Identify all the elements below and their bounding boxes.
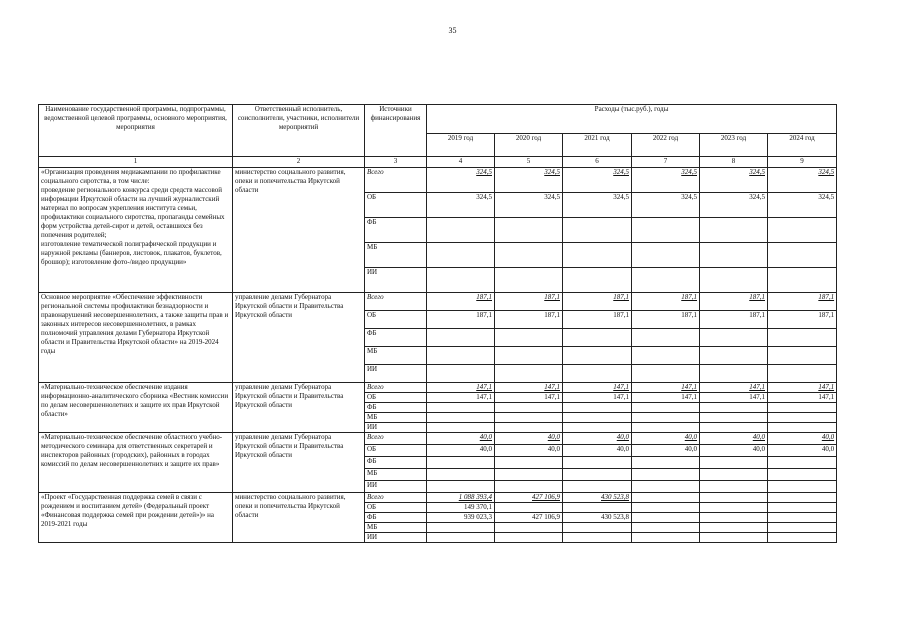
expense-value [632, 268, 700, 293]
expense-value [700, 423, 768, 433]
expense-value: 187,1 [563, 311, 632, 329]
expense-value [768, 503, 837, 513]
expense-value [700, 243, 768, 268]
year-header: 2023 год [700, 134, 768, 157]
funding-source: ИИ [365, 365, 427, 383]
funding-source: ФБ [365, 457, 427, 469]
column-number: 2 [233, 157, 365, 168]
expense-value [427, 268, 495, 293]
expense-value [768, 347, 837, 365]
expense-value [632, 493, 700, 503]
expense-value [495, 403, 563, 413]
table-row [39, 293, 837, 311]
expense-value: 324,5 [632, 193, 700, 218]
expense-value: 324,5 [768, 193, 837, 218]
expense-value [427, 523, 495, 533]
expense-value: 147,1 [427, 393, 495, 403]
expense-value [632, 481, 700, 493]
expense-value [495, 243, 563, 268]
expense-value [563, 523, 632, 533]
table-row [39, 433, 837, 445]
funding-source: ОБ [365, 393, 427, 403]
expense-value: 147,1 [768, 393, 837, 403]
expense-value [700, 481, 768, 493]
expense-value [427, 469, 495, 481]
expense-value [495, 268, 563, 293]
expense-value [768, 469, 837, 481]
expense-value: 147,1 [427, 383, 495, 393]
expense-value: 149 370,1 [427, 503, 495, 513]
expense-value: 40,0 [495, 445, 563, 457]
year-header: 2024 год [768, 134, 837, 157]
expense-value: 147,1 [495, 383, 563, 393]
expense-value [700, 533, 768, 543]
expense-value: 187,1 [495, 311, 563, 329]
expense-value [427, 403, 495, 413]
expense-value: 40,0 [563, 445, 632, 457]
expense-value [700, 513, 768, 523]
expense-value [427, 329, 495, 347]
expense-value: 187,1 [700, 311, 768, 329]
expense-value: 427 106,9 [495, 493, 563, 503]
expense-value: 147,1 [563, 383, 632, 393]
expense-value [632, 403, 700, 413]
expense-value: 147,1 [700, 383, 768, 393]
expense-value [632, 503, 700, 513]
page-number: 35 [448, 26, 457, 35]
expense-value: 147,1 [563, 393, 632, 403]
expense-value [563, 329, 632, 347]
funding-source: Всего [365, 168, 427, 193]
column-number: 5 [495, 157, 563, 168]
funding-source: ИИ [365, 268, 427, 293]
expense-value: 324,5 [632, 168, 700, 193]
funding-source: МБ [365, 523, 427, 533]
expense-value [700, 403, 768, 413]
expense-value: 187,1 [700, 293, 768, 311]
expense-value [563, 365, 632, 383]
funding-source: Всего [365, 383, 427, 393]
funding-source: Всего [365, 493, 427, 503]
expense-value: 324,5 [495, 193, 563, 218]
expense-value [632, 469, 700, 481]
expense-value [632, 523, 700, 533]
expense-value [427, 347, 495, 365]
expense-value [700, 523, 768, 533]
responsible-executor: управление делами Губернатора Иркутской области и Правительства Иркутской области [233, 383, 365, 433]
header-sources: Источники финансирования [365, 105, 427, 157]
expense-value [563, 218, 632, 243]
expense-value [632, 513, 700, 523]
funding-source: ОБ [365, 193, 427, 218]
expense-value [427, 413, 495, 423]
expense-value: 187,1 [768, 293, 837, 311]
header-name: Наименование государственной программы, подпрограммы, ведомственной целевой программы, основного мероприятия, мероприятия [39, 105, 233, 157]
expense-value [700, 329, 768, 347]
expense-value [427, 243, 495, 268]
responsible-executor: министерство социального развития, опеки и попечительства Иркутской области [233, 493, 365, 543]
funding-source: ОБ [365, 503, 427, 513]
column-number: 1 [39, 157, 233, 168]
expense-value [427, 481, 495, 493]
expense-value: 147,1 [700, 393, 768, 403]
expense-value: 187,1 [632, 311, 700, 329]
expense-value [768, 243, 837, 268]
expense-value: 187,1 [632, 293, 700, 311]
expense-value [632, 413, 700, 423]
budget-table [38, 104, 837, 543]
expense-value: 324,5 [427, 193, 495, 218]
expense-value [768, 493, 837, 503]
expense-value [427, 533, 495, 543]
expense-value: 40,0 [563, 433, 632, 445]
expense-value [700, 413, 768, 423]
expense-value [427, 218, 495, 243]
expense-value [632, 218, 700, 243]
funding-source: ФБ [365, 403, 427, 413]
expense-value [700, 268, 768, 293]
expense-value [632, 457, 700, 469]
expense-value: 187,1 [427, 311, 495, 329]
expense-value: 187,1 [495, 293, 563, 311]
expense-value [563, 457, 632, 469]
expense-value [632, 347, 700, 365]
expense-value [768, 423, 837, 433]
expense-value [700, 493, 768, 503]
expense-value: 324,5 [495, 168, 563, 193]
column-number: 9 [768, 157, 837, 168]
expense-value: 1 088 393,4 [427, 493, 495, 503]
responsible-executor: министерство социального развития, опеки и попечительства Иркутской области [233, 168, 365, 293]
expense-value [563, 533, 632, 543]
funding-source: МБ [365, 469, 427, 481]
expense-value [768, 218, 837, 243]
expense-value: 187,1 [427, 293, 495, 311]
expense-value: 324,5 [700, 193, 768, 218]
expense-value: 324,5 [427, 168, 495, 193]
measure-name: «Проект «Государственная поддержка семей в связи с рождением и воспитанием детей» (Федеральный проект «Финансовая поддержка семей при рождении детей»)» на 2019-2021 годы [39, 493, 233, 543]
expense-value [563, 347, 632, 365]
year-header: 2019 год [427, 134, 495, 157]
funding-source: ИИ [365, 481, 427, 493]
column-number: 7 [632, 157, 700, 168]
table-row [39, 168, 837, 193]
expense-value: 430 523,8 [563, 493, 632, 503]
funding-source: МБ [365, 347, 427, 365]
expense-value [700, 365, 768, 383]
expense-value [768, 413, 837, 423]
expense-value [563, 403, 632, 413]
expense-value: 147,1 [632, 393, 700, 403]
expense-value [427, 457, 495, 469]
expense-value: 40,0 [768, 445, 837, 457]
expense-value [495, 423, 563, 433]
expense-value [563, 413, 632, 423]
measure-name: «Организация проведения медиакампании по профилактике социального сиротства, в том числе: проведение регионального конкурса среди средств массовой информации Иркутской области на лучший журналистский материал по вопросам укрепления института семьи, профилактики социального сиротства, пропаганды семейных форм устройства детей-сирот и детей, оставшихся без попечения родителей; изготовление тематической полиграфической продукции и наружной рекламы (баннеров, листовок, плакатов, буклетов, брошюр); изготовление фото-/видео продукции» [39, 168, 233, 293]
expense-value [495, 329, 563, 347]
expense-value [495, 413, 563, 423]
expense-value: 147,1 [768, 383, 837, 393]
expense-value: 40,0 [632, 433, 700, 445]
funding-source: МБ [365, 413, 427, 423]
year-header: 2021 год [563, 134, 632, 157]
expense-value [563, 503, 632, 513]
expense-value: 430 523,8 [563, 513, 632, 523]
expense-value [632, 533, 700, 543]
responsible-executor: управление делами Губернатора Иркутской области и Правительства Иркутской области [233, 433, 365, 493]
year-header: 2022 год [632, 134, 700, 157]
expense-value [768, 533, 837, 543]
expense-value: 147,1 [495, 393, 563, 403]
table-row [39, 383, 837, 393]
column-number: 4 [427, 157, 495, 168]
expense-value [563, 481, 632, 493]
responsible-executor: управление делами Губернатора Иркутской области и Правительства Иркутской области [233, 293, 365, 383]
column-number: 3 [365, 157, 427, 168]
expense-value: 40,0 [427, 445, 495, 457]
expense-value [563, 243, 632, 268]
funding-source: ФБ [365, 218, 427, 243]
expense-value [700, 503, 768, 513]
funding-source: ИИ [365, 533, 427, 543]
measure-name: «Материально-техническое обеспечение областного учебно-методического семинара для ответственных секретарей и инспекторов районных (городских), районных в городах комиссий по делам несовершеннолетних и защите их прав» [39, 433, 233, 493]
expense-value: 187,1 [563, 293, 632, 311]
expense-value [700, 457, 768, 469]
expense-value: 40,0 [632, 445, 700, 457]
expense-value [768, 268, 837, 293]
expense-value [495, 523, 563, 533]
expense-value [632, 423, 700, 433]
expense-value [768, 403, 837, 413]
expense-value: 40,0 [768, 433, 837, 445]
expense-value [768, 365, 837, 383]
header-expenses: Расходы (тыс.руб.), годы [427, 105, 837, 134]
funding-source: МБ [365, 243, 427, 268]
expense-value [495, 365, 563, 383]
expense-value: 40,0 [700, 433, 768, 445]
expense-value: 427 106,9 [495, 513, 563, 523]
expense-value [427, 365, 495, 383]
expense-value [495, 503, 563, 513]
funding-source: ФБ [365, 513, 427, 523]
expense-value [768, 523, 837, 533]
expense-value [768, 329, 837, 347]
column-number: 8 [700, 157, 768, 168]
expense-value [495, 469, 563, 481]
funding-source: Всего [365, 433, 427, 445]
expense-value [700, 218, 768, 243]
expense-value [563, 423, 632, 433]
expense-value [495, 457, 563, 469]
expense-value: 324,5 [700, 168, 768, 193]
expense-value: 187,1 [768, 311, 837, 329]
expense-value [495, 481, 563, 493]
expense-value: 324,5 [768, 168, 837, 193]
expense-value [768, 481, 837, 493]
expense-value: 324,5 [563, 193, 632, 218]
funding-source: ОБ [365, 445, 427, 457]
measure-name: Основное мероприятие «Обеспечение эффективности региональной системы профилактики безнадзорности и правонарушений несовершеннолетних, а также защиты прав и законных интересов несовершеннолетних, в рамках полномочий управления делами Губернатора Иркутской области и Правительства Иркутской области» на 2019-2024 годы [39, 293, 233, 383]
header-responsible: Ответственный исполнитель, соисполнители, участники, исполнители мероприятий [233, 105, 365, 157]
expense-value: 939 023,3 [427, 513, 495, 523]
expense-value [495, 533, 563, 543]
expense-value: 40,0 [427, 433, 495, 445]
expense-value: 40,0 [700, 445, 768, 457]
expense-value [632, 243, 700, 268]
expense-value [768, 513, 837, 523]
expense-value [700, 469, 768, 481]
expense-value: 40,0 [495, 433, 563, 445]
funding-source: ИИ [365, 423, 427, 433]
expense-value: 324,5 [563, 168, 632, 193]
funding-source: Всего [365, 293, 427, 311]
column-number: 6 [563, 157, 632, 168]
expense-value [427, 423, 495, 433]
funding-source: ФБ [365, 329, 427, 347]
table-row [39, 493, 837, 503]
expense-value: 147,1 [632, 383, 700, 393]
expense-value [632, 329, 700, 347]
expense-value [495, 218, 563, 243]
expense-value [632, 365, 700, 383]
year-header: 2020 год [495, 134, 563, 157]
expense-value [563, 268, 632, 293]
measure-name: «Материально-техническое обеспечение издания информационно-аналитического сборника «Вестник комиссии по делам несовершеннолетних и защите их прав Иркутской области» [39, 383, 233, 433]
expense-value [768, 457, 837, 469]
expense-value [495, 347, 563, 365]
expense-value [700, 347, 768, 365]
expense-value [563, 469, 632, 481]
funding-source: ОБ [365, 311, 427, 329]
